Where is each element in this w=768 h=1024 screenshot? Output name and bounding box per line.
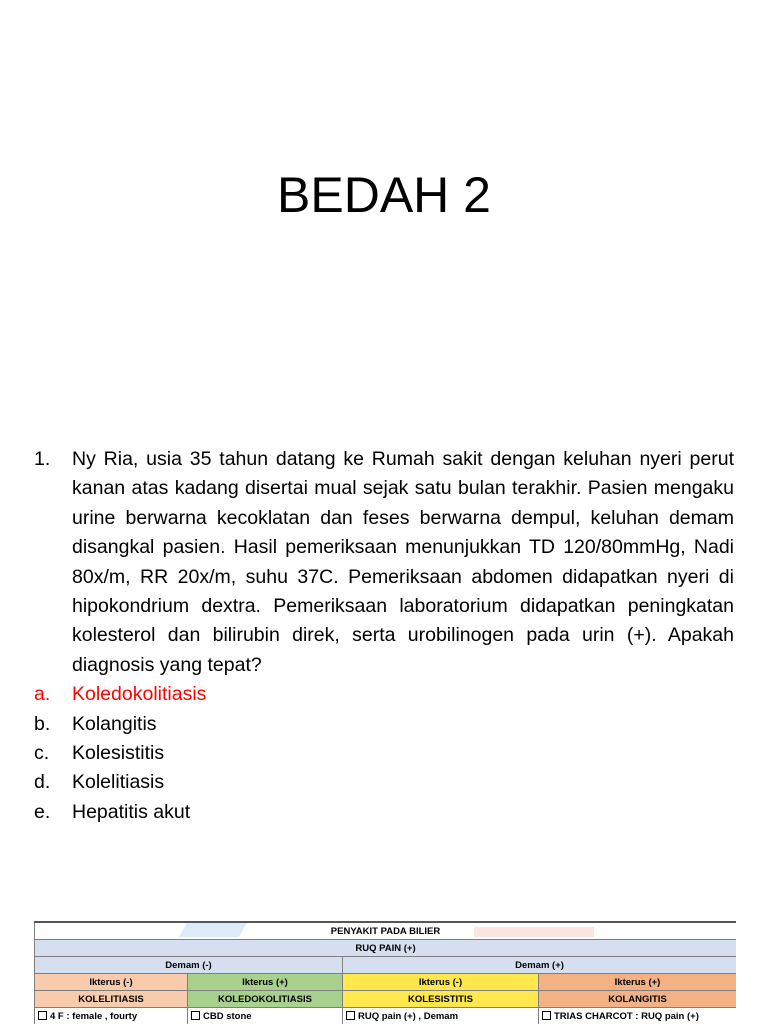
- fever-negative: Demam (-): [35, 957, 343, 974]
- disease-koledokolitiasis: KOLEDOKOLITIASIS: [188, 991, 343, 1008]
- cell-text: 4 F : female , fourty: [50, 1010, 138, 1022]
- option-letter: a.: [34, 683, 51, 706]
- option-text: Kolelitiasis: [72, 771, 165, 794]
- table-subtitle: RUQ PAIN (+): [35, 940, 737, 957]
- table-cell: [188, 1008, 343, 1024]
- option-text: Hepatitis akut: [72, 800, 191, 823]
- question-number: 1.: [34, 448, 51, 470]
- biliary-table: [34, 921, 736, 1024]
- table-title: PENYAKIT PADA BILIER: [35, 922, 737, 940]
- option-letter: e.: [34, 800, 51, 823]
- option-letter: c.: [34, 742, 50, 765]
- jaundice-cell: Ikterus (+): [188, 974, 343, 991]
- page-title: BEDAH 2: [277, 167, 491, 223]
- option-letter: b.: [34, 712, 51, 735]
- option-text: Kolangitis: [72, 712, 157, 735]
- cell-text: CBD stone: [203, 1010, 252, 1022]
- option-d[interactable]: [34, 768, 734, 797]
- jaundice-cell: Ikterus (-): [343, 974, 539, 991]
- table-cell: [539, 1008, 737, 1024]
- disease-kolelitiasis: KOLELITIASIS: [35, 991, 188, 1008]
- disease-kolangitis: KOLANGITIS: [539, 991, 737, 1008]
- checkbox-icon: [191, 1011, 200, 1020]
- question-block: [34, 445, 734, 827]
- checkbox-icon: [346, 1011, 355, 1020]
- checkbox-icon: [38, 1011, 47, 1020]
- jaundice-cell: Ikterus (-): [35, 974, 188, 991]
- option-b[interactable]: [34, 710, 734, 739]
- table-cell: [343, 1008, 539, 1024]
- option-text: Kolesistitis: [72, 742, 165, 765]
- option-a[interactable]: [34, 680, 734, 709]
- option-c[interactable]: [34, 739, 734, 768]
- checkbox-icon: [542, 1011, 551, 1020]
- disease-kolesistitis: KOLESISTITIS: [343, 991, 539, 1008]
- jaundice-cell: Ikterus (+): [539, 974, 737, 991]
- option-text: Koledokolitiasis: [72, 683, 207, 706]
- option-letter: d.: [34, 771, 51, 794]
- fever-positive: Demam (+): [343, 957, 737, 974]
- option-e[interactable]: [34, 798, 734, 827]
- question-text: Ny Ria, usia 35 tahun datang ke Rumah sakit dengan keluhan nyeri perut kanan atas kadang disertai mual sejak satu bulan terakhir. Pasien mengaku urine berwarna kecoklatan dan feses berwarna dempul, keluhan demam disangkal pasien. Hasil pemeriksaan menunjukkan TD 120/80mmHg, Nadi 80x/m, RR 20x/m, suhu 37C. Pemeriksaan abdomen didapatkan nyeri di hipokondrium dextra. Pemeriksaan laboratorium didapatkan peningkatan kolesterol dan bilirubin direk, serta urobilinogen pada urin (+). Apakah diagnosis yang tepat?: [72, 448, 734, 676]
- cell-text: RUQ pain (+) , Demam: [358, 1010, 459, 1022]
- table-cell: [35, 1008, 188, 1024]
- cell-text: TRIAS CHARCOT : RUQ pain (+): [554, 1010, 699, 1022]
- biliary-disease-table: [34, 921, 736, 1024]
- question-row: [34, 445, 734, 680]
